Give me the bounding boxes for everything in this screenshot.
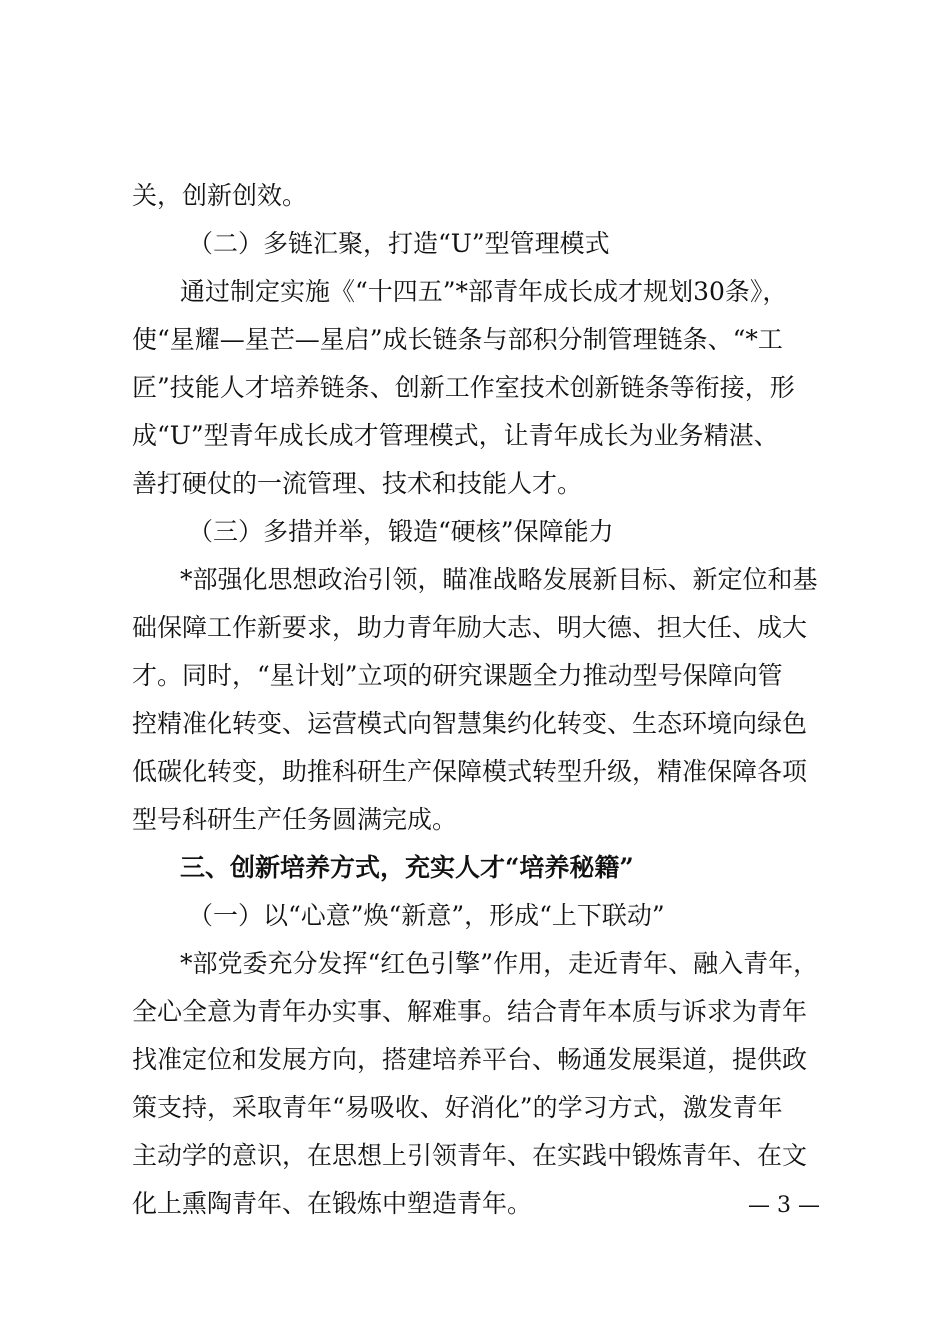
paragraph-line: 型号科研生产任务圆满完成。 bbox=[132, 805, 458, 834]
paragraph-line: 主动学的意识，在思想上引领青年、在实践中锻炼青年、在文 bbox=[132, 1141, 808, 1170]
paragraph-line: 关，创新创效。 bbox=[132, 181, 308, 210]
paragraph-line: 使“星耀—星芒—星启”成长链条与部积分制管理链条、“*工 bbox=[132, 325, 783, 354]
paragraph-line: *部强化思想政治引领，瞄准战略发展新目标、新定位和基 bbox=[180, 565, 818, 594]
paragraph-line: 匠”技能人才培养链条、创新工作室技术创新链条等衔接，形 bbox=[132, 373, 795, 402]
section-heading: （一）以“心意”焕“新意”，形成“上下联动” bbox=[188, 901, 665, 930]
paragraph-line: 成“U”型青年成长成才管理模式，让青年成长为业务精湛、 bbox=[132, 421, 779, 450]
paragraph-line: 策支持，采取青年“易吸收、好消化”的学习方式，激发青年 bbox=[132, 1093, 783, 1122]
paragraph-line: 找准定位和发展方向，搭建培养平台、畅通发展渠道，提供政 bbox=[132, 1045, 808, 1074]
paragraph-line: 础保障工作新要求，助力青年励大志、明大德、担大任、成大 bbox=[132, 613, 808, 642]
paragraph-line: 化上熏陶青年、在锻炼中塑造青年。 bbox=[132, 1189, 533, 1218]
paragraph-line: 低碳化转变，助推科研生产保障模式转型升级，精准保障各项 bbox=[132, 757, 808, 786]
paragraph-line: 善打硬仗的一流管理、技术和技能人才。 bbox=[132, 469, 583, 498]
chapter-heading: 三、创新培养方式，充实人才“培养秘籍” bbox=[180, 853, 634, 882]
paragraph-line: 通过制定实施《“十四五”*部青年成长成才规划30条》， bbox=[180, 277, 788, 306]
section-heading: （三）多措并举，锻造“硬核”保障能力 bbox=[188, 517, 614, 546]
page-number: — 3 — bbox=[748, 1193, 820, 1218]
paragraph-line: 才。同时，“星计划”立项的研究课题全力推动型号保障向管 bbox=[132, 661, 783, 690]
paragraph-line: *部党委充分发挥“红色引擎”作用，走近青年、融入青年， bbox=[180, 949, 819, 978]
section-heading: （二）多链汇聚，打造“U”型管理模式 bbox=[188, 229, 610, 258]
paragraph-line: 控精准化转变、运营模式向智慧集约化转变、生态环境向绿色 bbox=[132, 709, 808, 738]
paragraph-line: 全心全意为青年办实事、解难事。结合青年本质与诉求为青年 bbox=[132, 997, 808, 1026]
